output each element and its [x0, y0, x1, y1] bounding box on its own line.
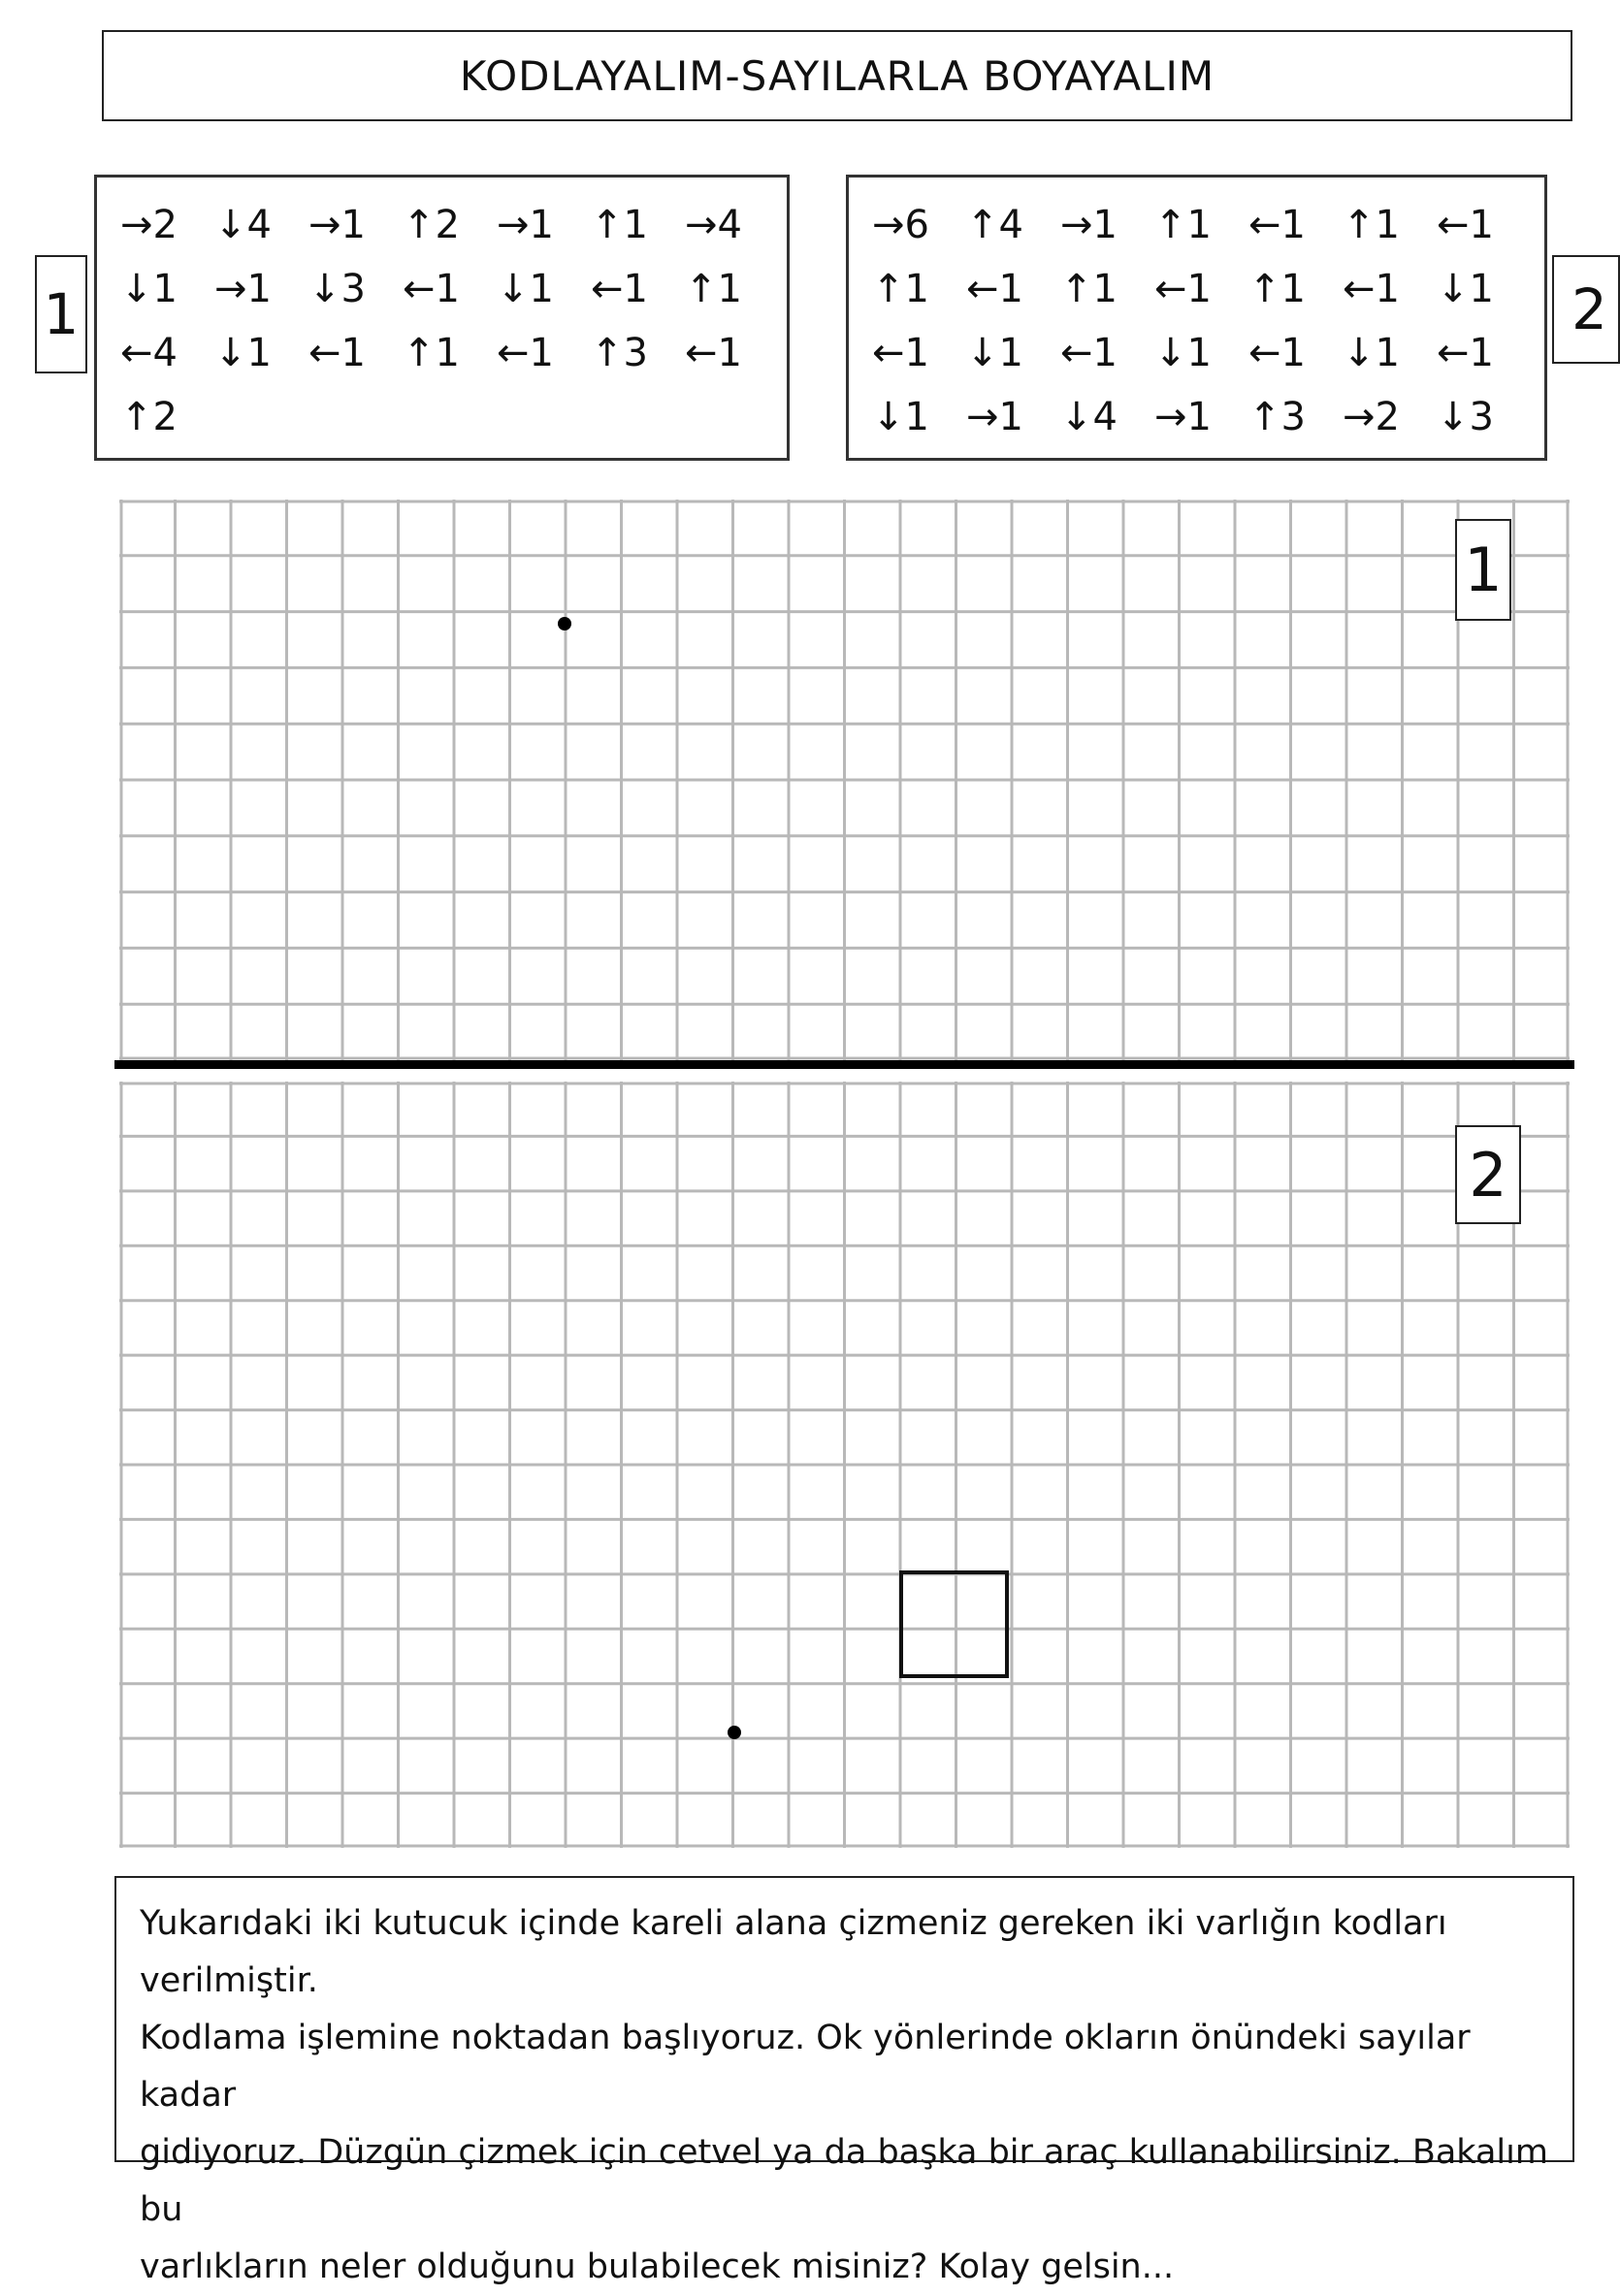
page-title: KODLAYALIM-SAYILARLA BOYAYALIM: [102, 30, 1572, 121]
code-step: ←1: [1060, 331, 1118, 375]
code-step: ↓3: [308, 267, 366, 311]
code-step: →4: [685, 203, 742, 247]
code-grid-1: [120, 203, 787, 459]
code-box-2-label: 2: [1552, 255, 1620, 364]
code-grid-2: [872, 203, 1544, 459]
instruction-line: varlıkların neler olduğunu bulabilecek misiniz? Kolay gelsin...: [140, 2247, 1175, 2286]
section-divider: [114, 1060, 1574, 1069]
code-step: →2: [1343, 395, 1400, 439]
code-step: ←1: [497, 331, 554, 375]
start-dot-1: [558, 617, 571, 631]
grid-lines-2: [119, 1082, 1570, 1848]
code-step: ←1: [966, 267, 1023, 311]
grid-lines-1: [119, 500, 1570, 1060]
start-dot-2: [728, 1726, 741, 1739]
code-step: ←1: [1343, 267, 1400, 311]
code-step: →1: [214, 267, 272, 311]
code-step: ↓1: [214, 331, 272, 375]
code-step: ↑3: [1248, 395, 1306, 439]
code-step: →2: [120, 203, 178, 247]
code-step: ←1: [1248, 203, 1306, 247]
outlined-square: [899, 1570, 1009, 1678]
code-step: ↑1: [591, 203, 648, 247]
code-step: →1: [966, 395, 1023, 439]
instructions-box: [114, 1876, 1574, 2286]
code-step: ←1: [1248, 331, 1306, 375]
drawing-grid-1[interactable]: [119, 500, 1570, 1060]
code-step: ←4: [120, 331, 178, 375]
code-step: →6: [872, 203, 929, 247]
grid-1-label: 1: [1455, 519, 1511, 621]
code-step: ←1: [685, 331, 742, 375]
code-step: ↓1: [120, 267, 178, 311]
code-step: →1: [1154, 395, 1212, 439]
code-step: ↓1: [1343, 331, 1400, 375]
code-step: ↑1: [1343, 203, 1400, 247]
code-step: ↑1: [403, 331, 460, 375]
code-step: ↑3: [591, 331, 648, 375]
code-step: ↓4: [214, 203, 272, 247]
code-step: ↓1: [1154, 331, 1212, 375]
code-step: ←1: [1154, 267, 1212, 311]
code-step: ←1: [403, 267, 460, 311]
code-box-1-label: 1: [35, 255, 87, 373]
code-step: ↓1: [872, 395, 929, 439]
drawing-grid-2[interactable]: [119, 1082, 1570, 1848]
code-step: ↑1: [872, 267, 929, 311]
code-step: ↓1: [966, 331, 1023, 375]
code-step: ↑2: [120, 395, 178, 439]
code-step: →1: [497, 203, 554, 247]
code-step: ↑1: [1154, 203, 1212, 247]
instruction-line: gidiyoruz. Düzgün çizmek için cetvel ya da başka bir araç kullanabilirsiniz. Bakalım bu: [140, 2133, 1548, 2229]
instruction-line: Kodlama işlemine noktadan başlıyoruz. Ok yönlerinde okların önündeki sayılar kadar: [140, 2019, 1471, 2115]
code-step: ↑1: [1060, 267, 1118, 311]
code-step: ↓3: [1437, 395, 1494, 439]
code-step: ↑4: [966, 203, 1023, 247]
code-step: ←1: [1437, 331, 1494, 375]
code-step: ↑2: [403, 203, 460, 247]
code-step: →1: [308, 203, 366, 247]
code-step: →1: [1060, 203, 1118, 247]
code-step: ↓4: [1060, 395, 1118, 439]
code-step: ↓1: [497, 267, 554, 311]
code-step: ↑1: [685, 267, 742, 311]
code-step: ↑1: [1248, 267, 1306, 311]
instruction-line: Yukarıdaki iki kutucuk içinde kareli alana çizmeniz gereken iki varlığın kodları verilmiştir.: [140, 1904, 1447, 2000]
code-box-2: [846, 175, 1547, 461]
grid-2-label: 2: [1455, 1125, 1521, 1224]
code-step: ←1: [308, 331, 366, 375]
code-box-1: [94, 175, 790, 461]
code-step: ↓1: [1437, 267, 1494, 311]
code-step: ←1: [1437, 203, 1494, 247]
code-step: ←1: [872, 331, 929, 375]
code-step: ←1: [591, 267, 648, 311]
